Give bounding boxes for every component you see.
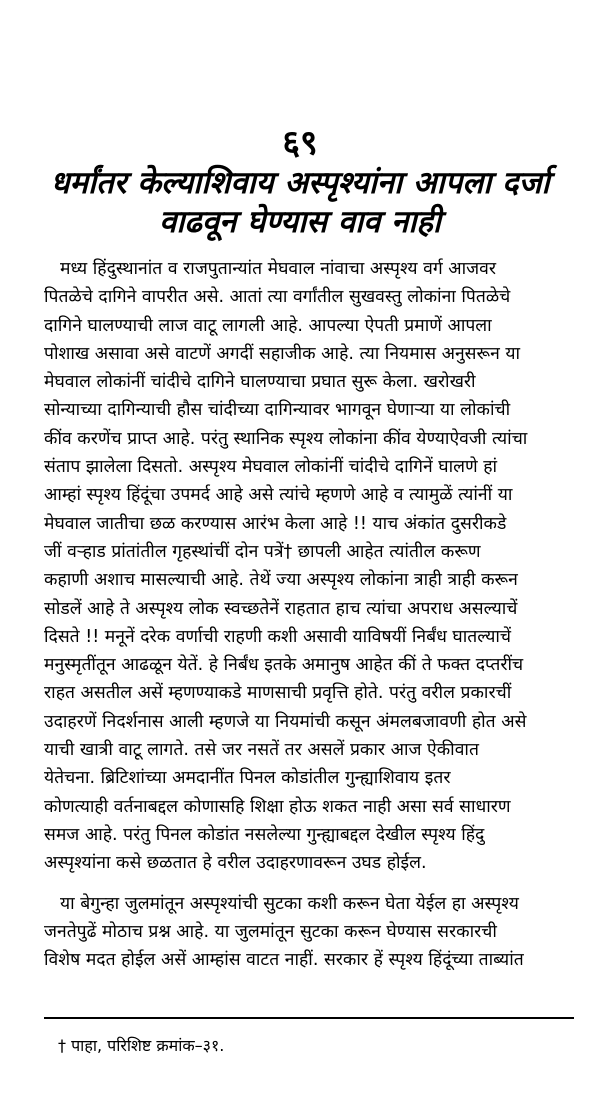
text-line: पितळेचे दागिने वापरीत असे. आतां त्या वर्गांतील सुखवस्तु लोकांना पितळेचे	[44, 287, 511, 308]
chapter-number: ६९	[282, 123, 318, 163]
text-line: पोशाख असावा असे वाटणें अगदीं सहाजीक आहे. त्या नियमास अनुसरून या	[44, 343, 521, 364]
text-line: मनुस्मृतींतून आढळून येतें. हे निर्बंध इतके अमानुष आहेत कीं ते फक्त दप्तरींच	[44, 655, 524, 676]
text-line: जीं वऱ्हाड प्रांतांतील गृहस्थांचीं दोन पत्रें† छापली आहेत त्यांतील करूण	[44, 541, 481, 562]
footnote: † पाहा, परिशिष्ट क्रमांक–३१.	[58, 1036, 225, 1055]
text-line: राहत असतील असें म्हणण्याकडे माणसाची प्रवृत्ति होते. परंतु वरील प्रकारचीं	[44, 683, 512, 704]
text-line: जनतेपुढें मोठाच प्रश्न आहे. या जुलमांतून सुटका करून घेण्यास सरकारची	[44, 921, 497, 942]
text-line: कहाणी अशाच मासल्याची आहे. तेथें ज्या अस्पृश्य लोकांना त्राही त्राही करून	[44, 570, 518, 591]
text-line: मध्य हिंदुस्थानांत व राजपुतान्यांत मेघवाल नांवाचा अस्पृश्य वर्ग आजवर	[60, 259, 497, 279]
text-line: आम्हां स्पृश्य हिंदूंचा उपमर्द आहे असे त्यांचे म्हणणे आहे व त्यामुळें त्यांनीं या	[44, 485, 513, 506]
chapter-title-line-1: धर्मांतर केल्याशिवाय अस्पृश्यांना आपला दर्जा	[50, 165, 550, 201]
body-text	[44, 255, 574, 974]
text-line: सोडलें आहे ते अस्पृश्य लोक स्वच्छतेनें राहतात हाच त्यांचा अपराध असल्याचें	[44, 598, 518, 619]
text-line: कींव करणेंच प्राप्त आहे. परंतु स्थानिक स्पृश्य लोकांना कींव येण्याऐवजी त्यांचा	[44, 428, 528, 449]
text-line: मेघवाल जातीचा छळ करण्यास आरंभ केला आहे !! याच अंकांत दुसरीकडे	[44, 513, 507, 534]
text-line: मेघवाल लोकांनीं चांदीचे दागिने घालण्याचा प्रघात सुरू केला. खरोखरी	[44, 372, 476, 393]
text-line: या बेगुन्हा जुलमांतून अस्पृश्यांची सुटका कशी करून घेता येईल हा अस्पृश्य	[60, 893, 519, 914]
text-line: अस्पृश्यांना कसे छळतात हे वरील उदाहरणावरून उघड होईल.	[44, 853, 427, 874]
chapter-title-line-2: वाढवून घेण्यास वाव नाही	[159, 204, 441, 240]
paragraph-gap	[44, 878, 574, 890]
text-line: उदाहरणें निदर्शनास आली म्हणजे या नियमांची कसून अंमलबजावणी होत असे	[44, 711, 527, 732]
text-line: येतेचना. ब्रिटिशांच्या अमदानींत पिनल कोडांतील गुन्ह्याशिवाय इतर	[44, 768, 451, 789]
footnote-divider	[44, 1017, 574, 1019]
text-line: विशेष मदत होईल असें आम्हांस वाटत नाहीं. सरकार हें स्पृश्य हिंदूंच्या ताब्यांत	[44, 950, 524, 971]
text-line: सोन्याच्या दागिन्याची हौस चांदीच्या दागिन्यावर भागवून घेणाऱ्या या लोकांची	[44, 400, 511, 421]
text-line: दिसते !! मनूनें दरेक वर्णाची राहणी कशी असावी याविषयीं निर्बंध घातल्याचें	[44, 626, 512, 647]
text-line: संताप झालेला दिसतो. अस्पृश्य मेघवाल लोकांनीं चांदीचे दागिनें घालणे हां	[44, 457, 498, 478]
text-line: दागिने घालण्याची लाज वाटू लागली आहे. आपल्या ऐपती प्रमाणें आपला	[44, 315, 492, 336]
text-line: याची खात्री वाटू लागते. तसे जर नसतें तर असलें प्रकार आज ऐकीवात	[44, 740, 479, 761]
text-line: कोणत्याही वर्तनाबद्दल कोणासहि शिक्षा होऊ शकत नाही असा सर्व साधारण	[44, 796, 511, 817]
text-line: समज आहे. परंतु पिनल कोडांत नसलेल्या गुन्ह्याबद्दल देखील स्पृश्य हिंदु	[44, 824, 485, 845]
